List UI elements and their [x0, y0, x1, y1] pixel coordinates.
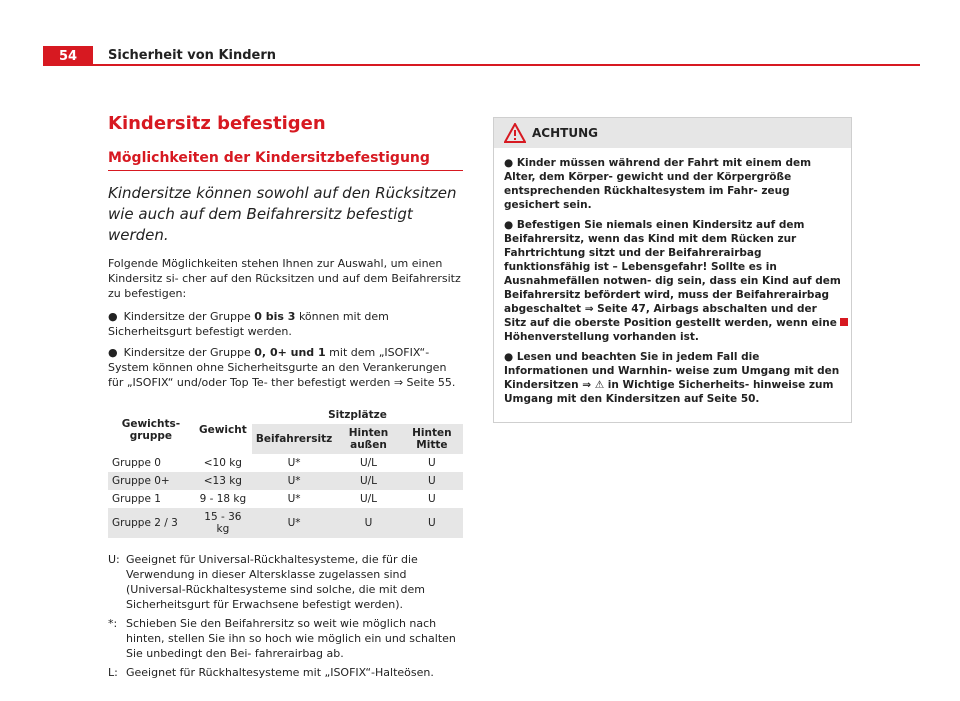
warning-text: Lesen und beachten Sie in jedem Fall die Informationen und Warnhin- weise zum Umgang mit den Kindersitzen ⇒ ⚠ in Wichtige Sicherheits- hinweise zum Umgang mit den Kindersitzen auf Seite 50. — [504, 351, 840, 405]
table-row — [108, 454, 463, 472]
bullet-dot: ● — [108, 346, 118, 359]
bullet-bold: 0, 0+ und 1 — [254, 346, 326, 359]
table-cell: <13 kg — [194, 472, 252, 490]
warning-text: Kinder müssen während der Fahrt mit einem dem Alter, dem Körper- gewicht und der Körpergröße entsprechenden Rückhaltesystem im Fahr- zeug gesichert sein. — [504, 157, 812, 211]
warning-box — [493, 117, 852, 423]
note-item — [108, 552, 463, 612]
page-title: Kindersitz befestigen — [108, 113, 326, 134]
table-cell: Gruppe 2 / 3 — [108, 508, 194, 538]
table-cell: U/L — [336, 472, 401, 490]
warning-body — [494, 148, 851, 422]
bullet-dot: ● — [504, 157, 517, 169]
bullet-text: Kindersitze der Gruppe — [123, 346, 255, 359]
table-cell: U* — [287, 457, 301, 469]
bullet-text: Kindersitze der Gruppe — [123, 310, 255, 323]
note-item — [108, 616, 463, 661]
section-end-icon — [840, 318, 848, 326]
table-row — [108, 508, 463, 538]
table-notes — [108, 552, 463, 680]
section-title: Sicherheit von Kindern — [108, 48, 277, 63]
table-cell: 9 - 18 kg — [199, 493, 247, 505]
page-number: 54 — [43, 46, 93, 66]
table-cell: U — [401, 472, 463, 490]
col-header-rear-outer: Hinten außen — [336, 424, 401, 454]
note-key: *: — [108, 617, 118, 630]
table-cell: U* — [287, 493, 301, 505]
note-text: Geeignet für Universal-Rückhaltesysteme, die für die Verwendung in dieser Altersklasse zugelassen sind (Universal-Rückhaltesysteme sind solche, die mit dem Sicherheitsgurt für Erwachsene befestigt werden). — [126, 553, 425, 611]
bullet-dot: ● — [504, 351, 517, 363]
section-heading: Möglichkeiten der Kindersitzbefestigung — [108, 150, 463, 171]
table-cell: U* — [252, 508, 336, 538]
table-cell: U/L — [359, 457, 378, 469]
warning-item — [504, 350, 841, 406]
col-header-rear-middle: Hinten Mitte — [401, 424, 463, 454]
warning-header — [494, 118, 851, 148]
table-cell: U — [428, 493, 436, 505]
table-row — [108, 490, 463, 508]
bullet-dot: ● — [108, 310, 118, 323]
intro-text: Kindersitze können sowohl auf den Rücksitzen wie auch auf dem Beifahrersitz befestigt werden. — [108, 184, 457, 244]
bullet-item — [108, 309, 463, 339]
warning-item — [504, 156, 841, 212]
bullet-text: mit dem „ISOFIX“-System können ohne Sicherheitsgurte an den Verankerungen für „ISOFIX“ und/oder Top Te- ther befestigt werden ⇒ Seite 55. — [108, 346, 456, 389]
warning-item — [504, 218, 841, 344]
table-row — [108, 472, 463, 490]
note-text: Geeignet für Rückhaltesysteme mit „ISOFIX“-Halteösen. — [126, 666, 434, 679]
table-cell: U — [401, 508, 463, 538]
table-cell: U* — [252, 472, 336, 490]
table-cell: Gruppe 0+ — [108, 472, 194, 490]
table-cell: 15 - 36 kg — [194, 508, 252, 538]
header-rule — [43, 64, 920, 66]
note-item — [108, 665, 463, 680]
table-cell: Gruppe 0 — [112, 457, 161, 469]
col-header-seats: Sitzplätze — [328, 409, 387, 421]
warning-triangle-icon — [504, 123, 526, 147]
table-cell: Gruppe 1 — [112, 493, 161, 505]
note-key: U: — [108, 553, 120, 566]
table-cell: U — [428, 457, 436, 469]
col-header-passenger: Beifahrersitz — [252, 424, 336, 454]
bullet-dot: ● — [504, 219, 517, 231]
note-key: L: — [108, 666, 118, 679]
col-header-weight: Gewicht — [198, 424, 247, 436]
bullet-bold: 0 bis 3 — [254, 310, 296, 323]
paragraph: Folgende Möglichkeiten stehen Ihnen zur Auswahl, um einen Kindersitz si- cher auf den Rücksitzen und auf dem Beifahrersitz zu befestigen: — [108, 257, 461, 300]
table-cell: U/L — [359, 493, 378, 505]
main-column — [108, 112, 463, 684]
bullet-item — [108, 345, 463, 390]
col-header-group: Gewichts- gruppe — [121, 418, 181, 442]
seat-table — [108, 406, 463, 538]
table-cell: U — [336, 508, 401, 538]
bullet-text: können mit dem Sicherheitsgurt befestigt werden. — [108, 310, 389, 338]
warning-title: ACHTUNG — [532, 126, 598, 140]
table-cell: <10 kg — [203, 457, 242, 469]
note-text: Schieben Sie den Beifahrersitz so weit wie möglich nach hinten, stellen Sie ihn so hoch wie möglich ein und schalten Sie unbedingt den Bei- fahrerairbag ab. — [126, 617, 456, 660]
warning-text: Befestigen Sie niemals einen Kindersitz auf dem Beifahrersitz, wenn das Kind mit dem Rücken zur Fahrtrichtung sitzt und der Beifahrerairbag funktionsfähig ist – Lebensgefahr! Sollte es in Ausnahmefällen notwen- dig sein, dass ein Kind auf dem Beifahrersitz befördert wird, muss der Beifahrerairbag abgeschaltet ⇒ Seite 47, Airbags abschalten und der Sitz auf die oberste Position gestellt werden, wenn eine Höhenverstellung vorhanden ist. — [504, 219, 841, 343]
